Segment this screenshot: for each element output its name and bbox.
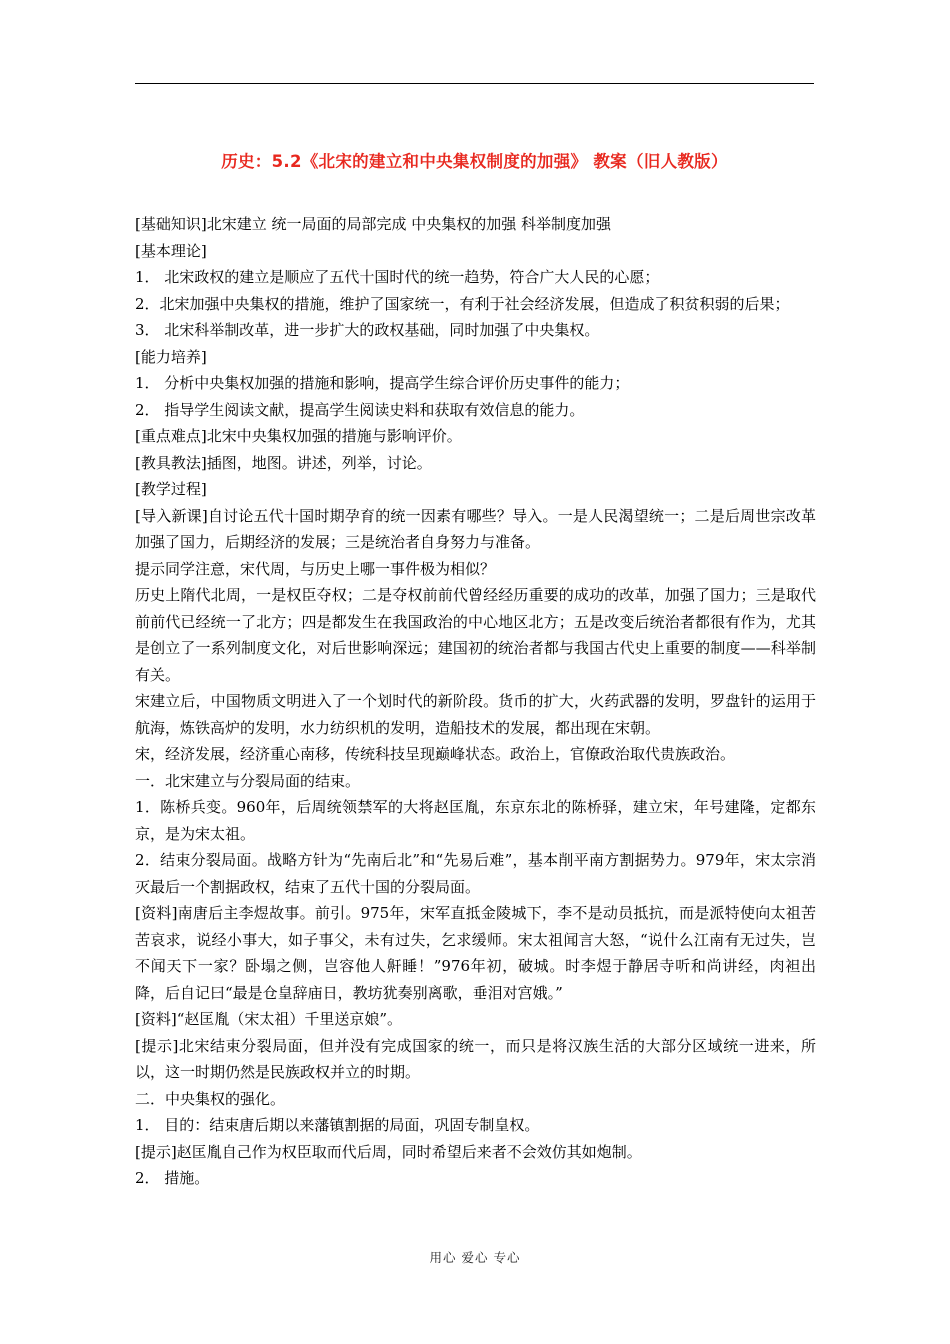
- page-footer: 用心 爱心 专心: [429, 1250, 521, 1265]
- document-body: [135, 211, 816, 1192]
- paragraph-song-civilization: 宋建立后，中国物质文明进入了一个划时代的新阶段。货币的扩大，火药武器的发明，罗盘针的运用于航海，炼铁高炉的发明，水力纺织机的发明，造船技术的发展，都出现在宋朝。: [135, 692, 816, 737]
- paragraph-material-jingniang: [资料]“赵匡胤（宋太祖）千里送京娘”。: [135, 1010, 403, 1028]
- paragraph-theory-3: 3． 北宋科举制改革，进一步扩大的政权基础，同时加强了中央集权。: [135, 321, 600, 339]
- paragraph-theory-1: 1． 北宋政权的建立是顺应了五代十国时代的统一趋势，符合广大人民的心愿；: [135, 268, 660, 286]
- heading-basic-theory: [基本理论]: [135, 241, 207, 260]
- paragraph-chenqiao-mutiny: 1．陈桥兵变。960年，后周统领禁军的大将赵匡胤，东京东北的陈桥驿，建立宋，年号建隆，定都东京，是为宋太祖。: [135, 798, 816, 843]
- paragraph-song-economy: 宋，经济发展，经济重心南移，传统科技呈现巅峰状态。政治上，官僚政治取代贵族政治。: [135, 745, 736, 763]
- section-heading-2: 二．中央集权的强化。: [135, 1089, 286, 1108]
- paragraph-prompt-question: 提示同学注意，宋代周，与历史上哪一事件极为相似？: [135, 559, 496, 578]
- paragraph-key-points: [重点难点]北宋中央集权加强的措施与影响评价。: [135, 427, 462, 445]
- paragraph-introduction: [导入新课]自讨论五代十国时期孕育的统一因素有哪些？导入。一是人民渴望统一；二是后周世宗改革加强了国力，后期经济的发展；三是统治者自身努力与准备。: [135, 506, 816, 551]
- paragraph-hint-unification: [提示]北宋结束分裂局面，但并没有完成国家的统一，而只是将汉族生活的大部分区域统一进来，所以，这一时期仍然是民族政权并立的时期。: [135, 1036, 816, 1081]
- header-rule: [135, 83, 814, 84]
- paragraph-teaching-tools: [教具教法]插图，地图。讲述，列举，讨论。: [135, 453, 432, 472]
- paragraph-sui-comparison: 历史上隋代北周，一是权臣夺权；二是夺权前前代曾经经历重要的成功的改革，加强了国力；三是取代前前代已经统一了北方；四是都发生在我国政治的中心地区北方；五是改变后统治者都很有作为，尤其是创立了一系列制度文化，对后世影响深远；建国初的统治者都与我国古代史上重要的制度——科举制有关。: [135, 586, 816, 684]
- paragraph-ability-2: 2． 指导学生阅读文献，提高学生阅读史料和获取有效信息的能力。: [135, 400, 585, 419]
- paragraph-measures: 2． 措施。: [135, 1169, 210, 1187]
- heading-ability: [能力培养]: [135, 347, 207, 366]
- document-title: 历史：5.2《北宋的建立和中央集权制度的加强》 教案（旧人教版）: [221, 152, 728, 171]
- paragraph-basic-knowledge: [基础知识]北宋建立 统一局面的局部完成 中央集权的加强 科举制度加强: [135, 215, 612, 233]
- paragraph-hint-zhao: [提示]赵匡胤自己作为权臣取而代后周，同时希望后来者不会效仿其如炮制。: [135, 1142, 642, 1161]
- section-heading-1: 一．北宋建立与分裂局面的结束。: [135, 771, 361, 790]
- paragraph-purpose: 1． 目的：结束唐后期以来藩镇割据的局面，巩固专制皇权。: [135, 1116, 540, 1134]
- paragraph-end-division: 2．结束分裂局面。战略方针为“先南后北”和“先易后难”，基本削平南方割据势力。979年，宋太宗消灭最后一个割据政权，结束了五代十国的分裂局面。: [135, 851, 816, 896]
- paragraph-ability-1: 1． 分析中央集权加强的措施和影响，提高学生综合评价历史事件的能力；: [135, 374, 630, 392]
- paragraph-material-li-yu: [资料]南唐后主李煜故事。前引。975年，宋军直抵金陵城下，李不是动员抵抗，而是派特使向太祖苦苦哀求，说经小事大，如子事父，未有过失，乞求缓师。宋太祖闻言大怒，“说什么江南有无过失，岂不闻天下一家？卧塌之侧，岂容他人鼾睡！”976年初，破城。时李煜于静居寺听和尚讲经，肉袒出降，后自记曰“最是仓皇辞庙日，教坊犹奏别离歌，垂泪对宫娥。”: [135, 904, 816, 1002]
- heading-teaching-process: [教学过程]: [135, 480, 207, 498]
- paragraph-theory-2: 2．北宋加强中央集权的措施，维护了国家统一，有利于社会经济发展，但造成了积贫积弱的后果；: [135, 294, 790, 313]
